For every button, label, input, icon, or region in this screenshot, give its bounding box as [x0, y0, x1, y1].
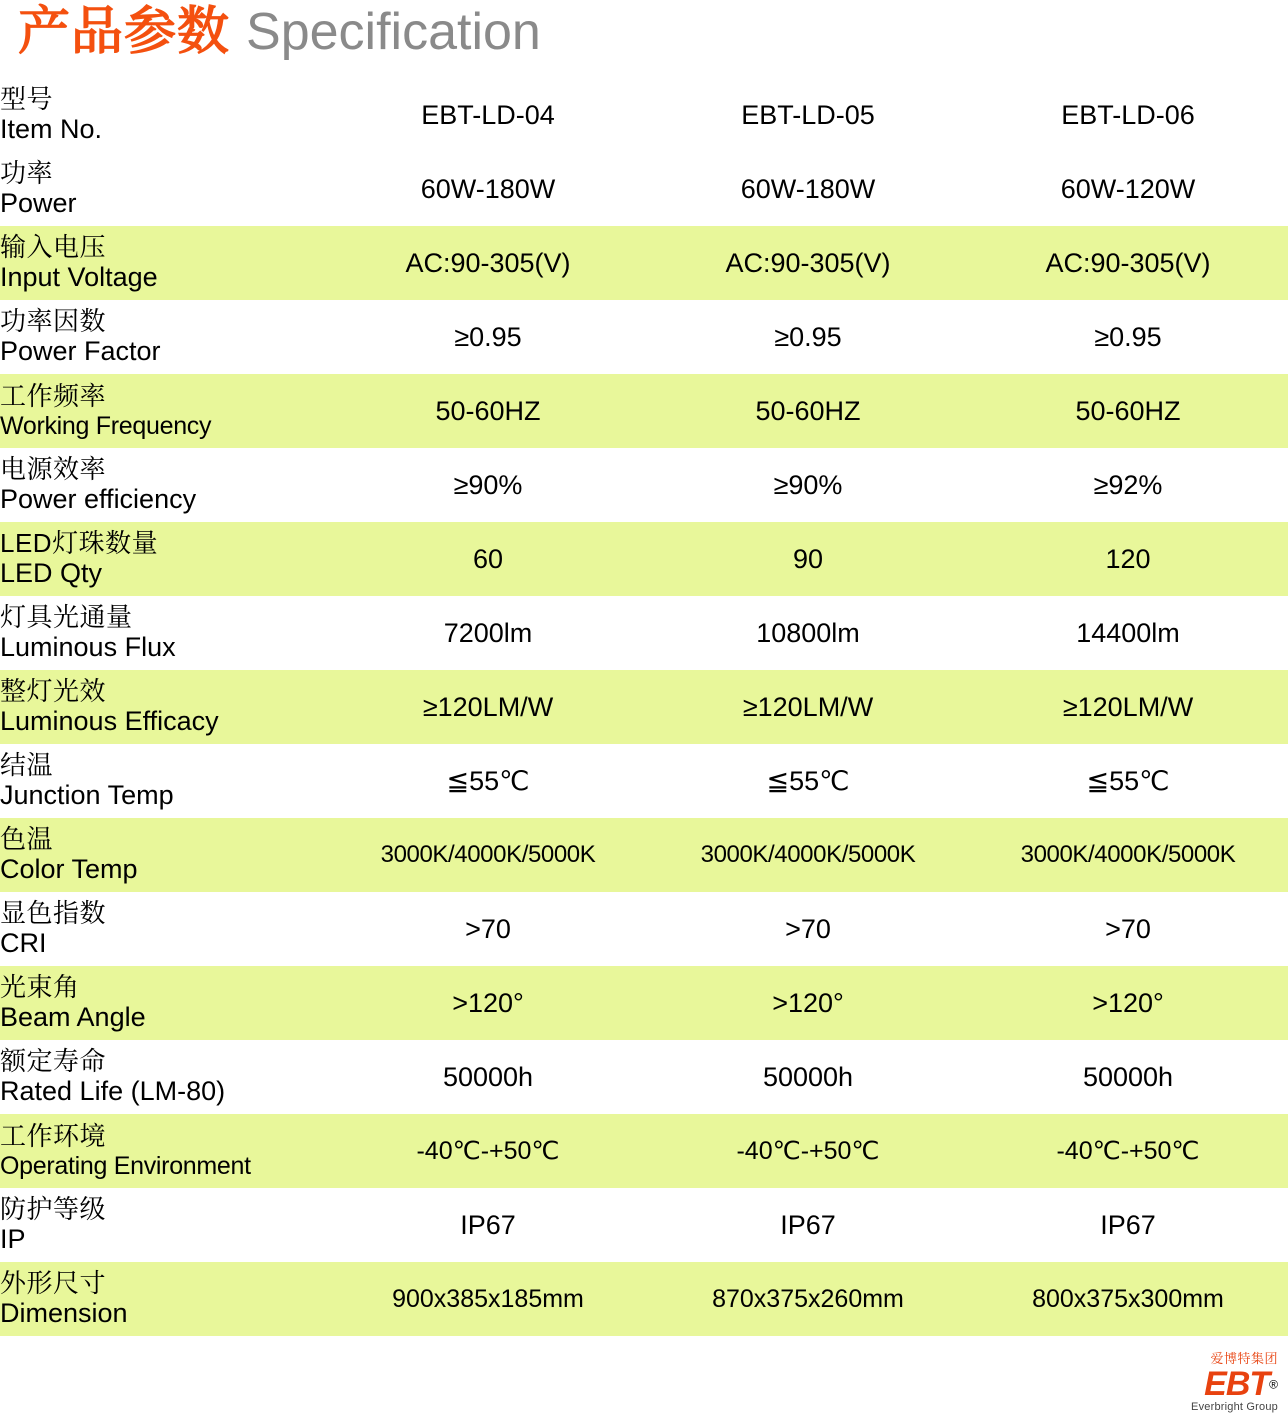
row-value-3: 50-60HZ [1075, 395, 1181, 426]
row-value-3: >120° [1092, 987, 1164, 1018]
row-label-cn: 显色指数 [0, 898, 107, 929]
row-label-cn: 结温 [0, 750, 54, 781]
row-value-2: 90 [792, 543, 824, 574]
row-label [0, 966, 328, 1040]
table-row [0, 596, 1288, 670]
row-label [0, 670, 328, 744]
specification-table [0, 78, 1288, 1336]
row-label [0, 374, 328, 448]
row-label [0, 1262, 328, 1336]
row-value-2: 60W-180W [740, 173, 876, 204]
row-value-2: ≥0.95 [774, 321, 842, 352]
row-value-3: -40℃-+50℃ [1056, 1137, 1200, 1165]
row-label-cn: 额定寿命 [0, 1046, 107, 1077]
table-row [0, 670, 1288, 744]
table-row [0, 1262, 1288, 1336]
row-label-cn: 工作频率 [0, 381, 107, 412]
brand-logo-cn: 爱博特集团 [1210, 1351, 1278, 1366]
row-value-1: ≥0.95 [454, 321, 522, 352]
row-value-2: ≦55℃ [766, 765, 850, 796]
row-value-1: 50000h [442, 1061, 534, 1092]
row-label-en: Operating Environment [0, 1151, 251, 1180]
table-row [0, 78, 1288, 152]
row-label-cn: 外形尺寸 [0, 1268, 107, 1299]
row-value-2: IP67 [780, 1209, 836, 1240]
row-label-cn: 型号 [0, 84, 54, 115]
row-value-3: ≥120LM/W [1062, 691, 1194, 722]
row-value-3: 50000h [1082, 1061, 1174, 1092]
row-value-3: ≥0.95 [1094, 321, 1162, 352]
row-label-en: Beam Angle [0, 1002, 146, 1033]
row-label-en: Dimension [0, 1298, 128, 1329]
row-label-en: Luminous Efficacy [0, 706, 219, 737]
row-value-2: -40℃-+50℃ [736, 1137, 880, 1165]
row-label [0, 744, 328, 818]
row-value-2: >120° [772, 987, 844, 1018]
row-label-cn: LED灯珠数量 [0, 528, 159, 559]
row-value-1: ≥120LM/W [422, 691, 554, 722]
row-value-2: AC:90-305(V) [725, 247, 891, 278]
row-value-2: ≥90% [773, 469, 843, 500]
brand-logo [1191, 1352, 1278, 1413]
row-label-cn: 整灯光效 [0, 676, 107, 707]
row-value-1: >120° [452, 987, 524, 1018]
row-value-2: 50-60HZ [755, 395, 861, 426]
row-label-en: Junction Temp [0, 780, 174, 811]
row-label [0, 1188, 328, 1262]
table-row [0, 300, 1288, 374]
row-label-cn: 工作环境 [0, 1121, 107, 1152]
row-label-cn: 色温 [0, 824, 54, 855]
row-label [0, 1040, 328, 1114]
table-row [0, 1040, 1288, 1114]
row-label [0, 1114, 328, 1188]
row-label [0, 78, 328, 152]
row-label-cn: 输入电压 [0, 232, 107, 263]
row-label [0, 300, 328, 374]
registered-mark-icon: ® [1269, 1377, 1278, 1392]
table-row [0, 448, 1288, 522]
table-row [0, 152, 1288, 226]
row-value-1: ≦55℃ [446, 765, 530, 796]
row-label-en: Input Voltage [0, 262, 158, 293]
row-label-en: Power efficiency [0, 484, 197, 515]
row-label-en: Item No. [0, 114, 103, 145]
row-value-2: 50000h [762, 1061, 854, 1092]
row-label-en: Power Factor [0, 336, 161, 367]
row-label-cn: 防护等级 [0, 1194, 107, 1225]
row-value-3: ≦55℃ [1086, 765, 1170, 796]
row-value-2: 870x375x260mm [712, 1284, 904, 1313]
page-title [0, 0, 1288, 78]
page-title-cn: 产品参数 [18, 3, 231, 61]
table-row [0, 522, 1288, 596]
table-row [0, 966, 1288, 1040]
row-label [0, 152, 328, 226]
row-label-en: CRI [0, 928, 47, 959]
row-value-3: 800x375x300mm [1032, 1284, 1224, 1313]
row-value-1: 3000K/4000K/5000K [380, 841, 596, 868]
table-row [0, 818, 1288, 892]
page-title-en: Specification [246, 3, 541, 61]
row-label-cn: 光束角 [0, 972, 80, 1003]
row-value-3: >70 [1105, 913, 1151, 944]
row-label-en: Working Frequency [0, 411, 212, 440]
row-value-3: 3000K/4000K/5000K [1020, 841, 1236, 868]
row-value-1: IP67 [460, 1209, 516, 1240]
row-label [0, 522, 328, 596]
row-value-2: 10800lm [756, 617, 860, 648]
row-value-3: 120 [1105, 543, 1151, 574]
row-label-cn: 功率 [0, 158, 54, 189]
row-value-3: ≥92% [1093, 469, 1163, 500]
row-label [0, 596, 328, 670]
row-value-1: ≥90% [453, 469, 523, 500]
row-label [0, 226, 328, 300]
row-label-en: Luminous Flux [0, 632, 176, 663]
row-label-cn: 电源效率 [0, 454, 107, 485]
row-value-1: >70 [465, 913, 511, 944]
row-value-1: 60W-180W [420, 173, 556, 204]
row-value-3: IP67 [1100, 1209, 1156, 1240]
table-row [0, 1114, 1288, 1188]
specification-table-body [0, 78, 1288, 1336]
row-value-1: EBT-LD-04 [421, 99, 555, 130]
row-value-1: 7200lm [443, 617, 533, 648]
row-value-2: EBT-LD-05 [741, 99, 875, 130]
brand-logo-sub: Everbright Group [1191, 1401, 1278, 1413]
row-label [0, 448, 328, 522]
row-value-1: 50-60HZ [435, 395, 541, 426]
row-label-en: IP [0, 1224, 26, 1255]
row-label-en: Rated Life (LM-80) [0, 1076, 226, 1107]
table-row [0, 892, 1288, 966]
table-row [0, 226, 1288, 300]
row-value-3: 14400lm [1076, 617, 1180, 648]
table-row [0, 1188, 1288, 1262]
row-value-1: 60 [472, 543, 504, 574]
row-label [0, 892, 328, 966]
row-label-en: Color Temp [0, 854, 138, 885]
row-value-3: EBT-LD-06 [1061, 99, 1195, 130]
row-value-1: AC:90-305(V) [405, 247, 571, 278]
row-value-3: AC:90-305(V) [1045, 247, 1211, 278]
row-value-2: >70 [785, 913, 831, 944]
row-value-2: 3000K/4000K/5000K [700, 841, 916, 868]
row-label [0, 818, 328, 892]
row-value-2: ≥120LM/W [742, 691, 874, 722]
row-value-1: 900x385x185mm [392, 1284, 584, 1313]
table-row [0, 744, 1288, 818]
row-label-en: LED Qty [0, 558, 103, 589]
row-label-cn: 功率因数 [0, 306, 107, 337]
row-label-en: Power [0, 188, 77, 219]
row-value-1: -40℃-+50℃ [416, 1137, 560, 1165]
row-label-cn: 灯具光通量 [0, 602, 133, 633]
row-value-3: 60W-120W [1060, 173, 1196, 204]
brand-logo-main: EBT [1204, 1365, 1270, 1403]
table-row [0, 374, 1288, 448]
